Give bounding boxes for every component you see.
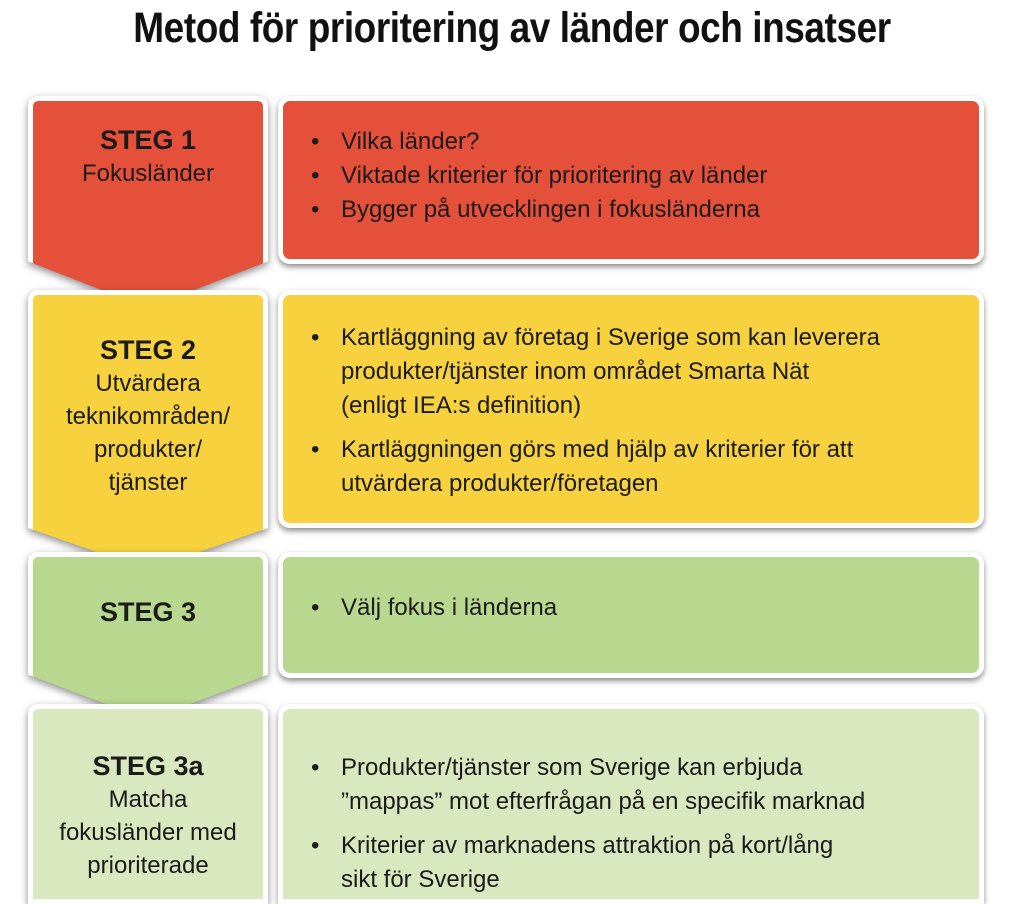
list-item: • Kriterier av marknadens attraktion på kort/lång sikt för Sverige [311, 829, 965, 897]
step-3-label: STEG 3 [99, 597, 197, 627]
step-1-content-box [278, 96, 984, 264]
list-item: • Kartläggning av företag i Sverige som kan leverera produkter/tjänster inom området Smarta Nät (enligt IEA:s definition) [311, 321, 965, 423]
step-2-content-box [278, 290, 984, 528]
list-item: • Välj fokus i länderna [311, 591, 965, 625]
bullet-icon: • [311, 162, 320, 189]
list-item: • Produkter/tjänster som Sverige kan erbjuda ”mappas” mot efterfrågan på en specifik marknad [311, 751, 965, 819]
step-2-chevron [28, 290, 268, 570]
step-1-label: STEG 1 [99, 125, 197, 155]
step-1-subtitle: Fokusländer [81, 160, 215, 187]
step-3a-label: STEG 3a [92, 751, 204, 781]
step-3-content-box [278, 552, 984, 678]
bullet-icon: • [311, 128, 320, 155]
step-3a-content-box [278, 704, 984, 904]
step-2-label: STEG 2 [99, 335, 197, 365]
step-3-bullet-list [311, 591, 965, 625]
bullet-icon: • [311, 436, 320, 463]
bullet-icon: • [311, 832, 320, 859]
step-3a-bullet-list [311, 751, 965, 897]
bullet-icon: • [311, 324, 320, 351]
list-item: • Vilka länder? [311, 125, 965, 159]
bullet-icon: • [311, 594, 320, 621]
step-3-chevron [28, 552, 268, 720]
step-3a-subtitle: Matcha fokusländer med prioriterade [59, 786, 237, 879]
step-2-subtitle: Utvärdera teknikområden/ produkter/ tjänster [65, 370, 231, 496]
bullet-icon: • [311, 196, 320, 223]
step-2-bullet-list [311, 321, 965, 501]
step-1-chevron [28, 96, 268, 308]
list-item: • Kartläggningen görs med hjälp av kriterier för att utvärdera produkter/företagen [311, 433, 965, 501]
list-item: • Bygger på utvecklingen i fokusländerna [311, 193, 965, 227]
step-3-shape [28, 552, 268, 720]
step-1-bullet-list [311, 125, 965, 227]
page-title: Metod för prioritering av länder och insatser [133, 4, 891, 52]
bullet-icon: • [311, 754, 320, 781]
list-item: • Viktade kriterier för prioritering av länder [311, 159, 965, 193]
step-3a-chevron [28, 704, 268, 904]
